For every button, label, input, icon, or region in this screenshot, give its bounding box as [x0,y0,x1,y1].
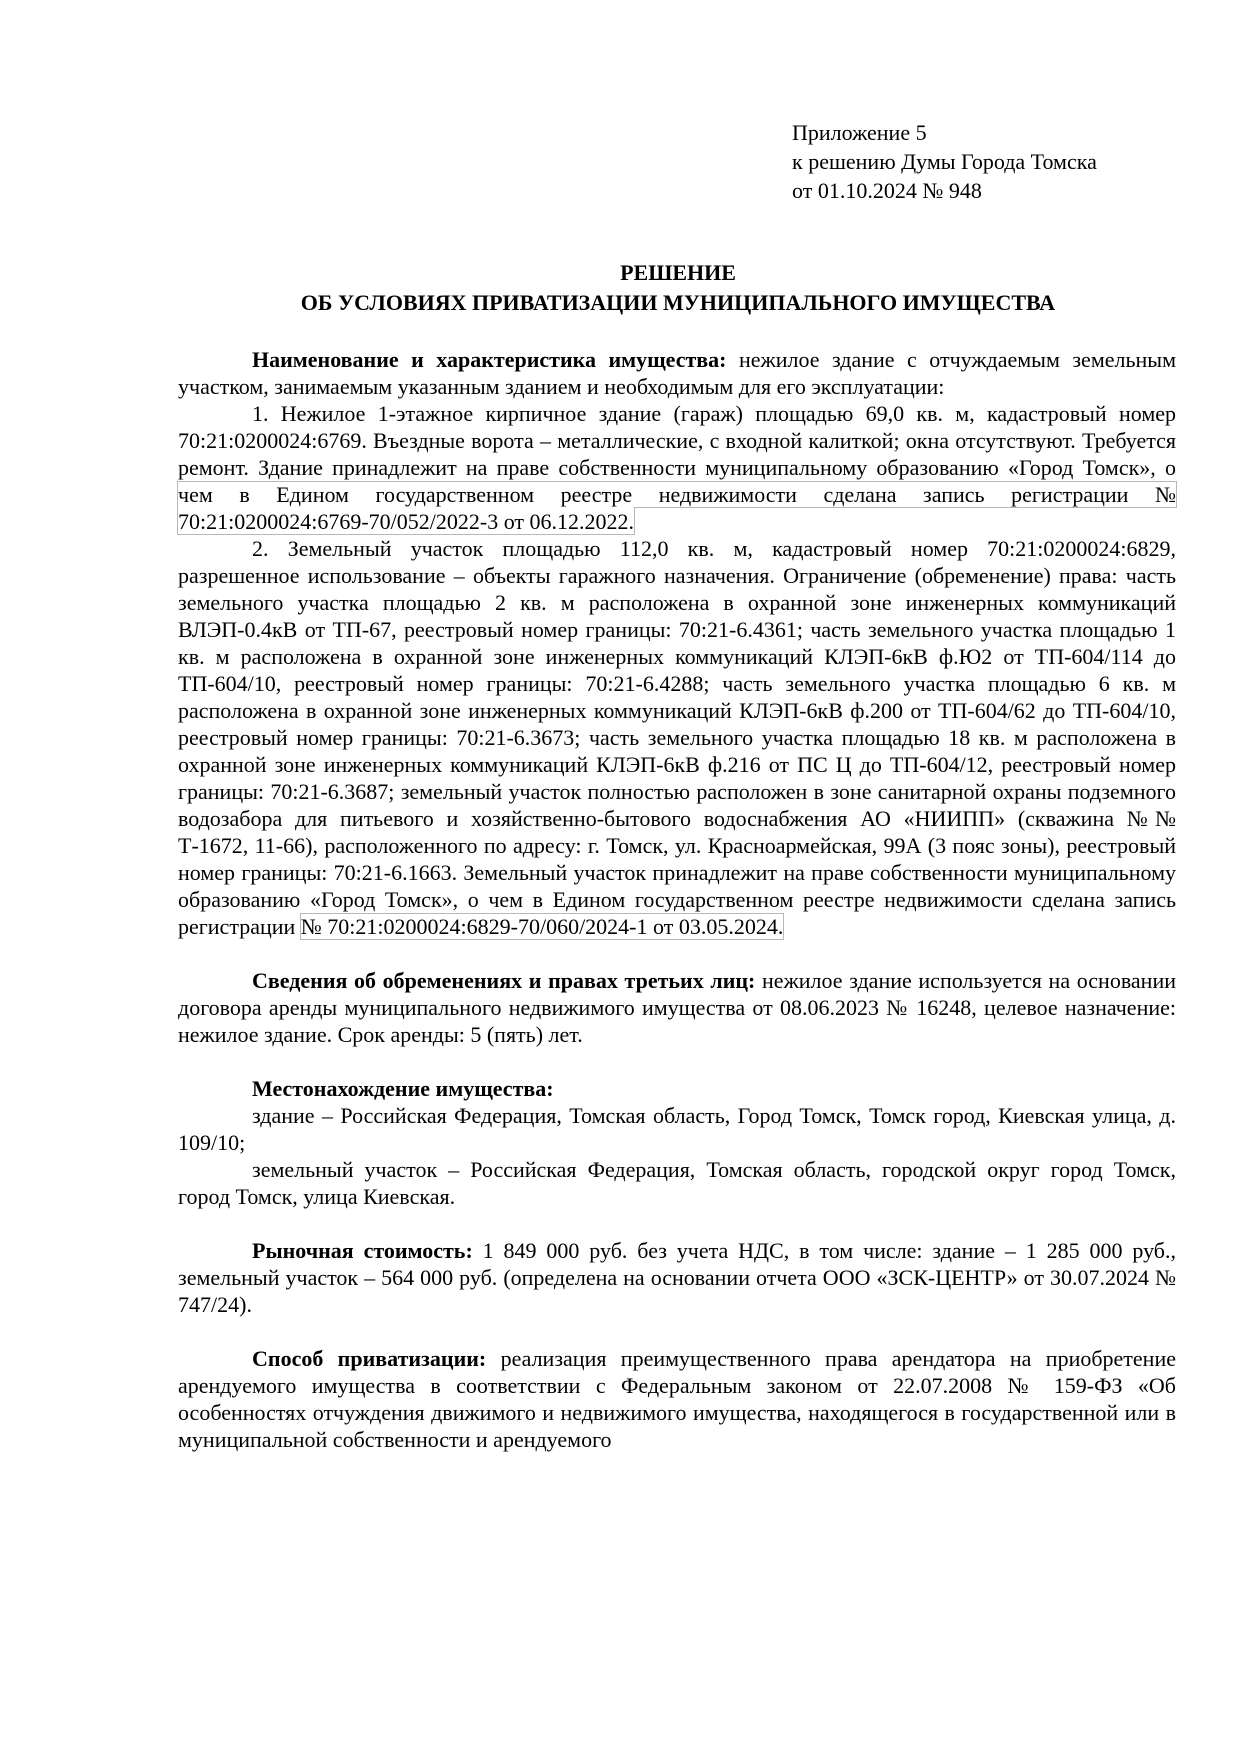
spacer [178,1318,1176,1345]
item2-text: 2. Земельный участок площадью 112,0 кв. м, кадастровый номер 70:21:0200024:6829, разрешенное использование – объекты гаражного назначения. Ограничение (обременение) права: часть земельного участка площадью 2 кв. м расположена в охранной зоне инженерных коммуникаций ВЛЭП-0.4кВ от ТП-67, реестровый номер границы: 70:21-6.4361; часть земельного участка площадью 1 кв. м расположена в охранной зоне инженерных коммуникаций КЛЭП-6кВ ф.Ю2 от ТП-604/114 до ТП-604/10, реестровый номер границы: 70:21-6.4288; часть земельного участка площадью 6 кв. м расположена в охранной зоне инженерных коммуникаций КЛЭП-6кВ ф.200 от ТП-604/62 до ТП-604/10, реестровый номер границы: 70:21-6.3673; часть земельного участка площадью 18 кв. м расположена в охранной зоне инженерных коммуникаций КЛЭП-6кВ ф.216 от ПС Ц до ТП-604/12, реестровый номер границы: 70:21-6.3687; земельный участок полностью расположен в зоне санитарной охраны подземного водозабора для питьевого и хозяйственно-бытового водоснабжения АО «НИИПП» (скважина №№ Т-1672, 11-66), расположенного по адресу: г. Томск, ул. Красноармейская, 99А (3 пояс зоны), реестровый номер границы: 70:21-6.1663. Земельный участок принадлежит на праве собственности муниципальному образованию «Город Томск», о чем в Едином государственном реестре недвижимости сделана запись регистрации [178,536,1176,939]
annex-decision-ref: к решению Думы Города Томска [792,149,1097,174]
market-value-paragraph [178,1237,1176,1318]
encumbrances-text: нежилое здание используется на основании договора аренды муниципального недвижимого имущества от 08.06.2023 № 16248, целевое назначение: нежилое здание. Срок аренды: 5 (пять) лет. [178,968,1177,1047]
item2-registration: № 70:21:0200024:6829-70/060/2024-1 от 03.05.2024. [300,914,784,939]
location-heading-paragraph [178,1075,1176,1102]
market-value-heading: Рыночная стоимость: [252,1238,473,1263]
spacer [178,940,1176,967]
method-heading: Способ приватизации: [252,1346,487,1371]
title-line-2: ОБ УСЛОВИЯХ ПРИВАТИЗАЦИИ МУНИЦИПАЛЬНОГО ИМУЩЕСТВА [300,290,1056,315]
item1-registration: чем в Едином государственном реестре недвижимости сделана запись регистрации № 70:21:0200024:6769-70/052/2022-3 от 06.12.2022. [178,482,1176,534]
title-line-1: РЕШЕНИЕ [620,260,736,285]
method-text: реализация преимущественного права арендатора на приобретение арендуемого имущества в соответствии с Федеральным законом от 22.07.2008 № 159-ФЗ «Об особенностях отчуждения движимого и недвижимого имущества, находящегося в государственной или в муниципальной собственности и арендуемого [178,1346,1176,1452]
annex-date: от 01.10.2024 № 948 [792,178,982,203]
market-value-text: 1 849 000 руб. без учета НДС, в том числе: здание – 1 285 000 руб., земельный участок – 564 000 руб. (определена на основании отчета ООО «ЗСК-ЦЕНТР» от 30.07.2024 № 747/24). [178,1238,1177,1317]
location-heading: Местонахождение имущества: [252,1076,554,1101]
document-body [178,346,1176,1453]
property-heading: Наименование и характеристика имущества: [252,347,727,372]
property-item-1 [178,400,1176,535]
annex-number: Приложение 5 [792,120,927,145]
annex-header [792,118,1097,205]
spacer [178,1210,1176,1237]
spacer [178,1048,1176,1075]
property-paragraph [178,346,1176,400]
property-intro: нежилое здание с отчуждаемым земельным участком, занимаемым указанным зданием и необходимым для его эксплуатации: [178,347,1176,399]
document-title [178,258,1178,318]
location-land: земельный участок – Российская Федерация, Томская область, городской округ город Томск, город Томск, улица Киевская. [178,1157,1176,1209]
encumbrances-paragraph [178,967,1176,1048]
method-paragraph [178,1345,1176,1453]
item1-text: 1. Нежилое 1-этажное кирпичное здание (гараж) площадью 69,0 кв. м, кадастровый номер 70:21:0200024:6769. Въездные ворота – металлические, с входной калиткой; окна отсутствуют. Требуется ремонт. Здание принадлежит на праве собственности муниципальному образованию «Город Томск», о [178,401,1176,480]
property-item-2 [178,535,1176,940]
location-building: здание – Российская Федерация, Томская область, Город Томск, Томск город, Киевская улица, д. 109/10; [178,1103,1176,1155]
encumbrances-heading: Сведения об обременениях и правах третьих лиц: [252,968,756,993]
